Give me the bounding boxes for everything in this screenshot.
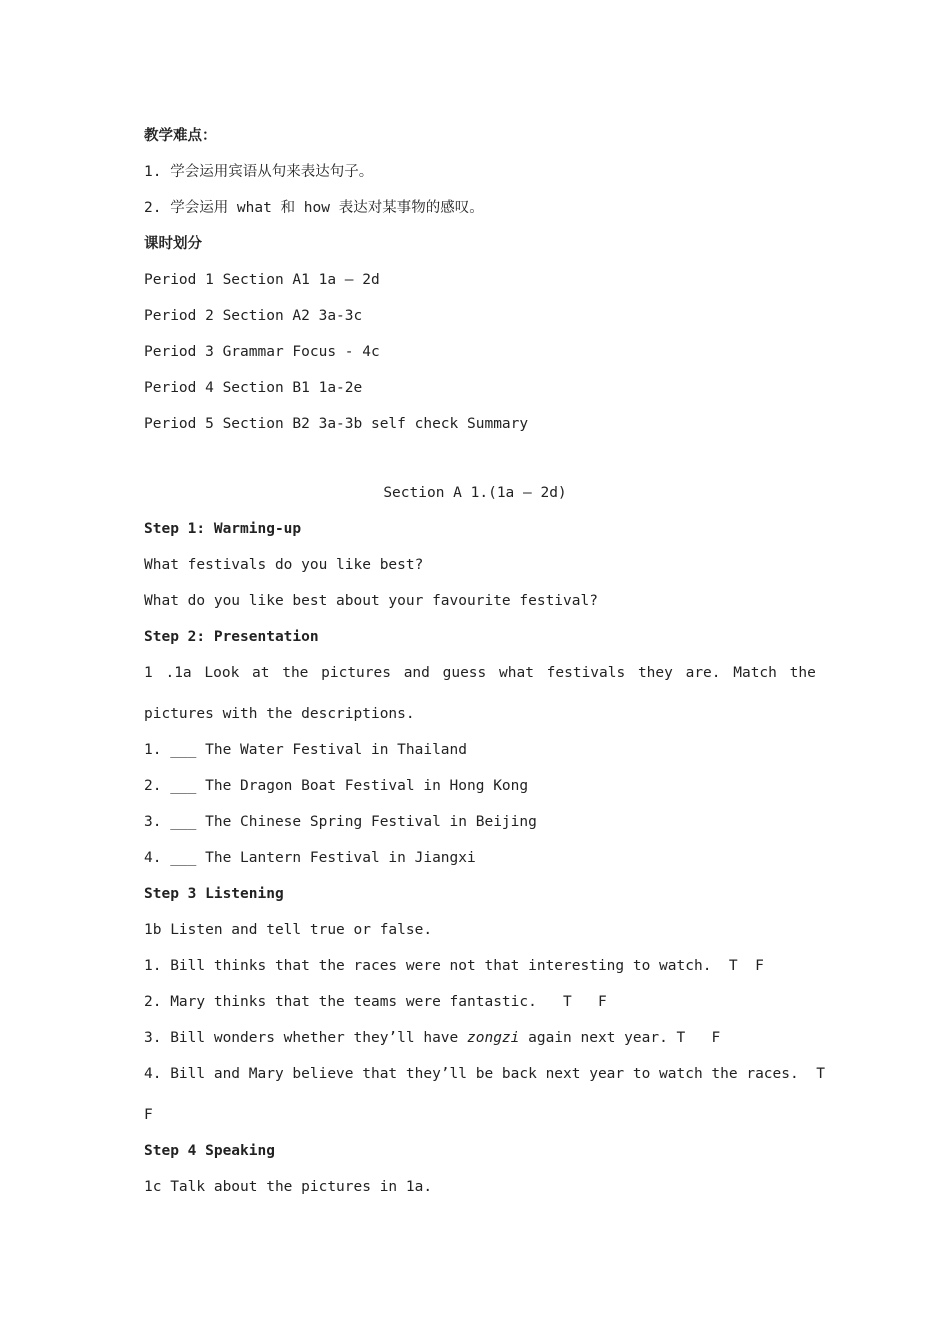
true-false-statement — [144, 1028, 720, 1048]
true-false-statement: 2. Mary thinks that the teams were fantastic. T F — [144, 994, 607, 1010]
section-title: Section A 1.(1a – 2d) — [383, 485, 567, 501]
step3-heading: Step 3 Listening — [144, 886, 284, 902]
difficulty-item: 2. 学会运用 what 和 how 表达对某事物的感叹。 — [144, 200, 484, 216]
warmup-question: What festivals do you like best? — [144, 557, 424, 573]
period-item: Period 5 Section B2 3a-3b self check Summary — [144, 416, 529, 432]
match-item: 4. ___ The Lantern Festival in Jiangxi — [144, 850, 476, 866]
true-false-statement: 4. Bill and Mary believe that they’ll be back next year to watch the races. T — [144, 1066, 825, 1082]
statement-text: 3. Bill wonders whether they’ll have — [144, 1030, 468, 1046]
match-item: 3. ___ The Chinese Spring Festival in Beijing — [144, 814, 537, 830]
listening-instruction: 1b Listen and tell true or false. — [144, 922, 433, 938]
speaking-instruction: 1c Talk about the pictures in 1a. — [144, 1179, 433, 1195]
period-item: Period 2 Section A2 3a-3c — [144, 308, 363, 324]
statement-italic-word: zongzi — [467, 1030, 520, 1046]
match-item: 1. ___ The Water Festival in Thailand — [144, 742, 468, 758]
period-item: Period 3 Grammar Focus - 4c — [144, 344, 380, 360]
statement-text: again next year. T F — [519, 1030, 721, 1046]
warmup-question: What do you like best about your favourite festival? — [144, 593, 598, 609]
true-false-statement-continued: F — [144, 1107, 153, 1123]
presentation-instruction-line2: pictures with the descriptions. — [144, 706, 415, 722]
periods-heading: 课时划分 — [144, 236, 202, 252]
step1-heading: Step 1: Warming-up — [144, 521, 302, 537]
step2-heading: Step 2: Presentation — [144, 629, 319, 645]
difficulties-heading: 教学难点： — [144, 128, 217, 144]
true-false-statement: 1. Bill thinks that the races were not that interesting to watch. T F — [144, 958, 764, 974]
presentation-instruction-line1: 1 .1a Look at the pictures and guess what festivals they are. Match the — [144, 665, 816, 681]
match-item: 2. ___ The Dragon Boat Festival in Hong Kong — [144, 778, 529, 794]
period-item: Period 4 Section B1 1a-2e — [144, 380, 363, 396]
period-item: Period 1 Section A1 1a – 2d — [144, 272, 380, 288]
difficulty-item: 1. 学会运用宾语从句来表达句子。 — [144, 164, 374, 180]
step4-heading: Step 4 Speaking — [144, 1143, 275, 1159]
